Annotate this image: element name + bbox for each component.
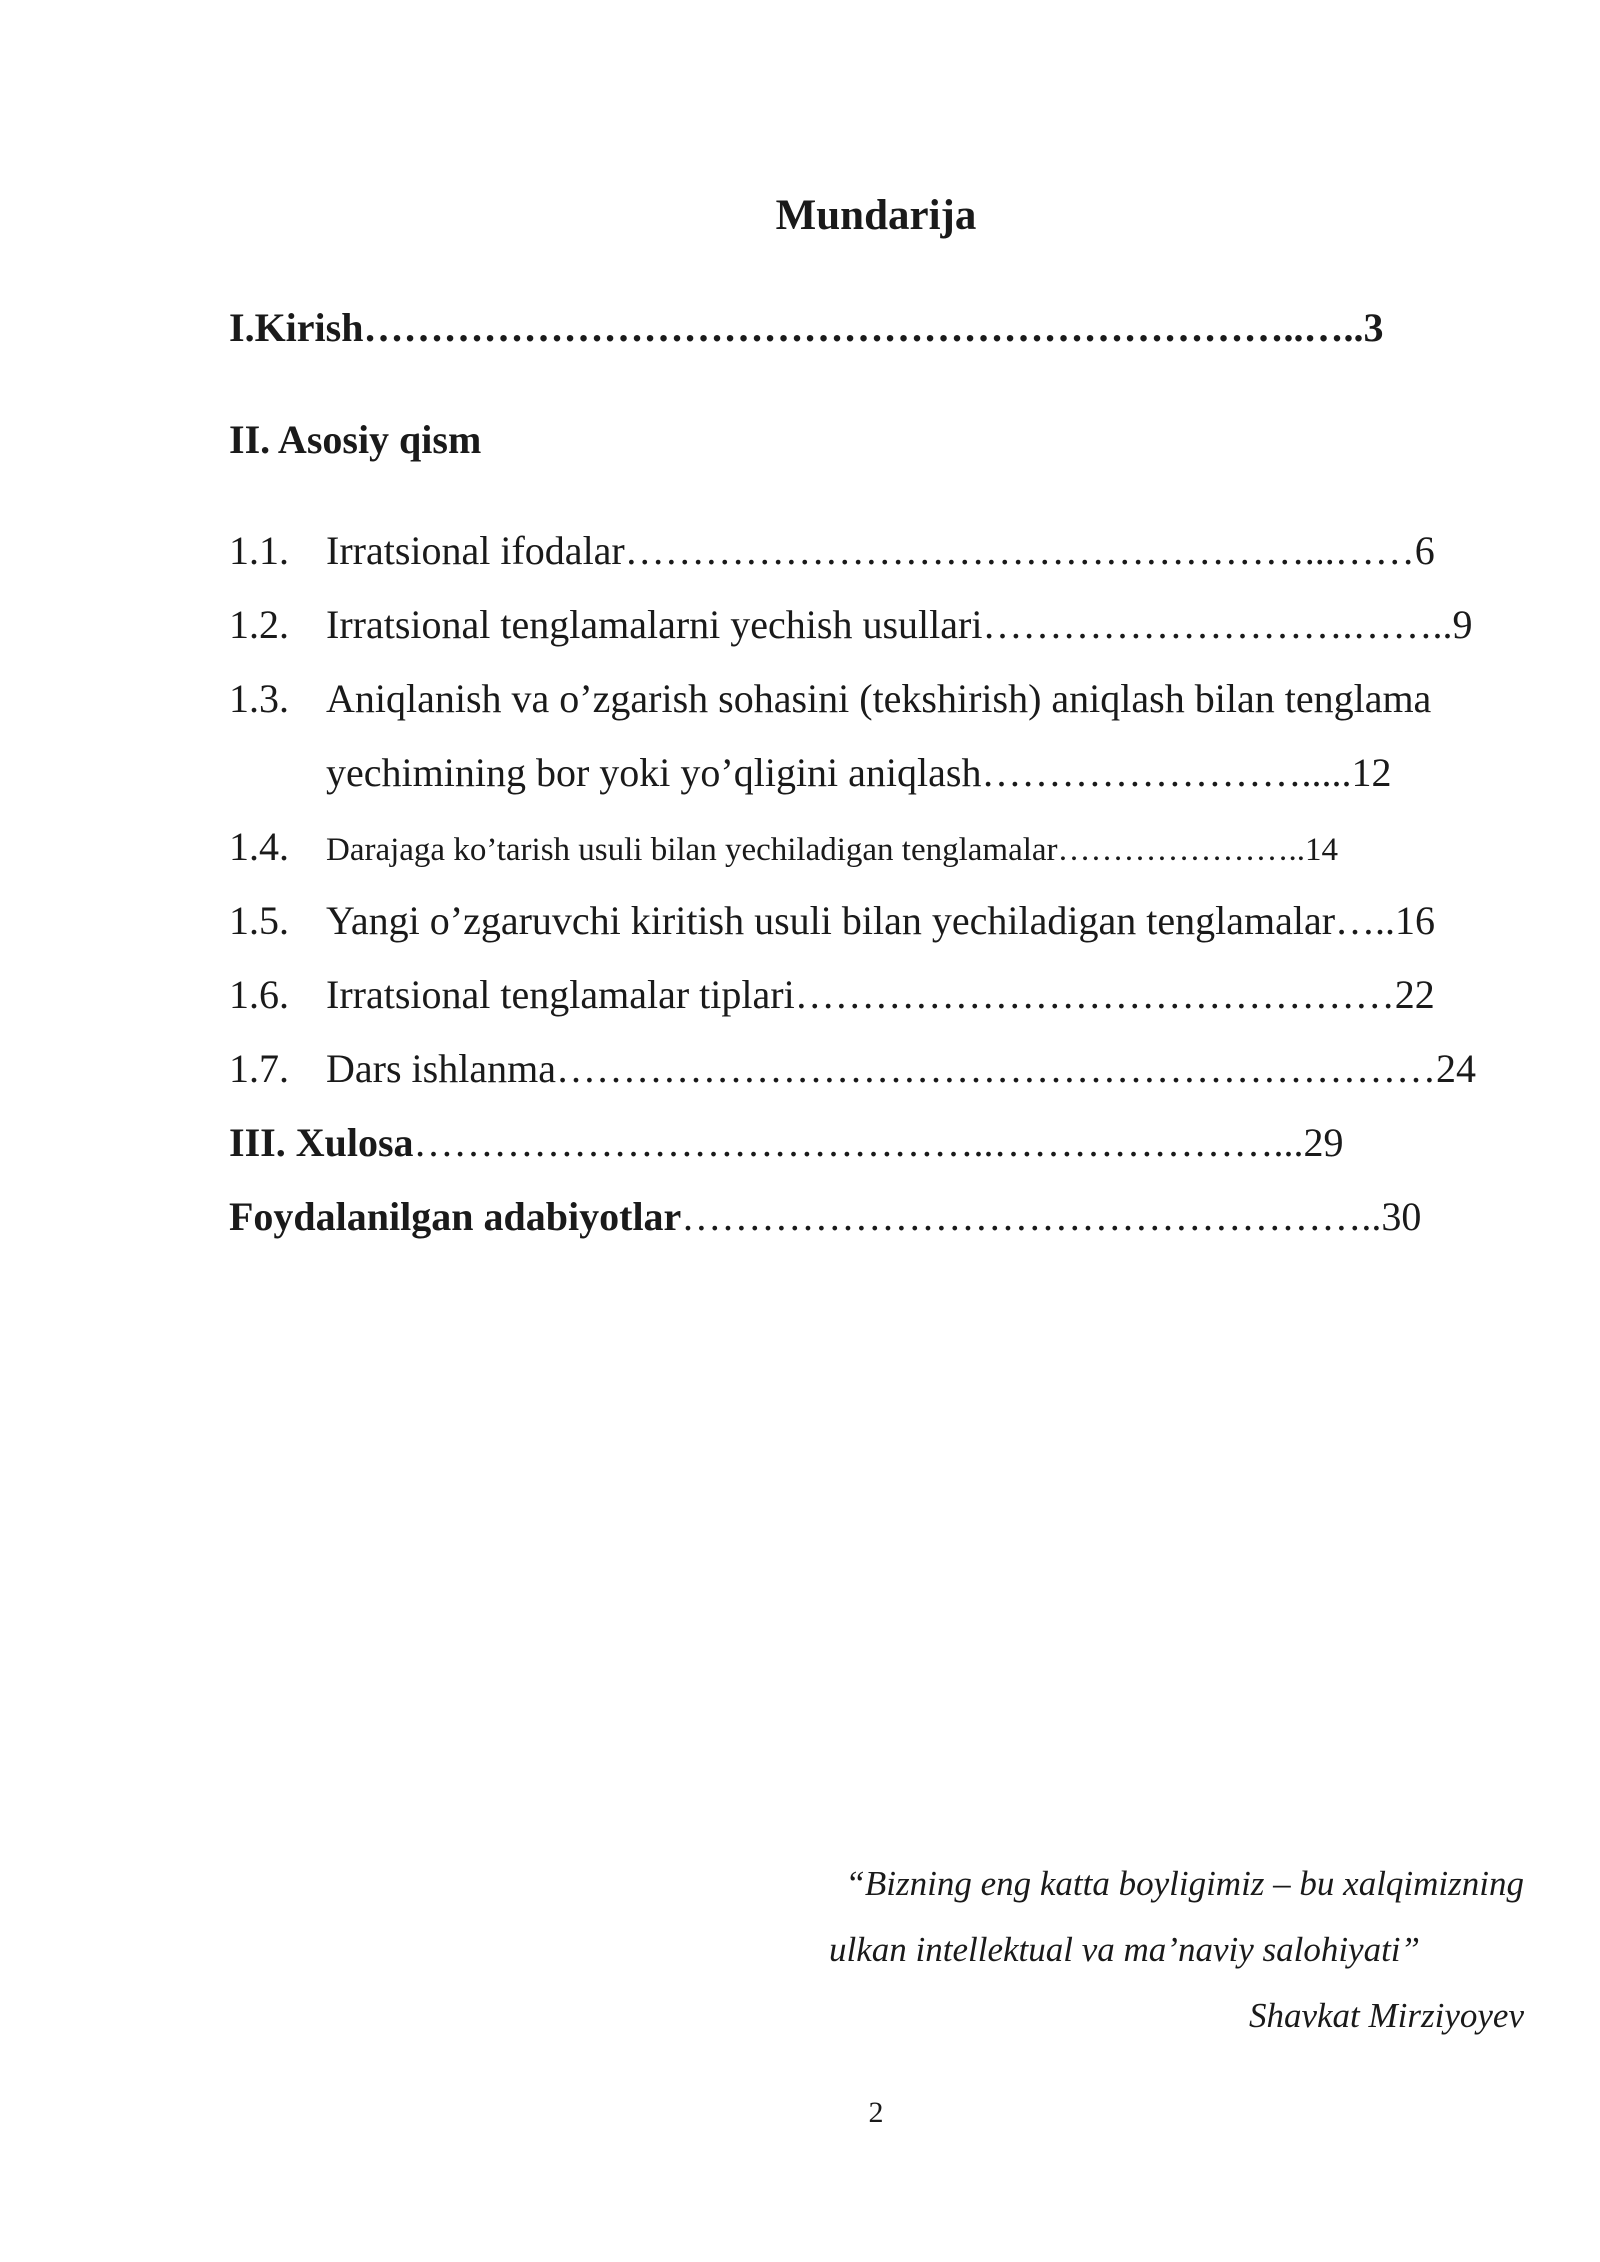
toc-entry-number: 1.7. [229, 1046, 289, 1091]
toc-section-heading: II. Asosiy qism [229, 417, 482, 462]
toc-adabiyot-leader: ……………………………………………..30 [681, 1194, 1422, 1239]
toc-entry-text: Irratsional tenglamalar tiplari………………………………………22 [326, 972, 1435, 1017]
toc-entry-text: Yangi o’zgaruvchi kiritish usuli bilan yechiladigan tenglamalar…..16 [326, 898, 1436, 943]
toc-entry-text: Irratsional tenglamalarni yechish usullari……………………….……..9 [326, 602, 1473, 647]
toc-entry-text: Darajaga ko’tarish usuli bilan yechiladigan tenglamalar…………………..14 [326, 832, 1339, 868]
toc-entry-number: 1.2. [229, 602, 289, 647]
toc-entry [229, 1044, 1476, 1094]
toc-entry-number: 1.1. [229, 528, 289, 573]
toc-kirish-text: I.Kirish……………………………………………………………..…..3 [229, 305, 1384, 350]
toc-entry-adabiyotlar [229, 1192, 1421, 1242]
toc-xulosa-leader: ……………………………………..…………………...29 [413, 1120, 1344, 1165]
toc-adabiyot-label: Foydalanilgan adabiyotlar [229, 1194, 682, 1239]
page-number: 2 [868, 2096, 884, 2129]
toc-entry-continuation [229, 748, 1391, 798]
epigraph-quote-line-1: “Bizning eng katta boyligimiz – bu xalqimizning [845, 1864, 1524, 1903]
toc-entry-text: Dars ishlanma…………………………………………………………24 [326, 1046, 1476, 1091]
toc-entry [229, 674, 1431, 724]
toc-entry [229, 970, 1435, 1020]
toc-entry-number: 1.3. [229, 676, 289, 721]
toc-entry-number: 1.4. [229, 824, 289, 869]
toc-entry-text: Irratsional ifodalar……………………………………………...……6 [326, 528, 1435, 573]
toc-entry-number: 1.5. [229, 898, 289, 943]
toc-entry [229, 526, 1435, 576]
toc-entry [229, 600, 1472, 650]
toc-entry-text: Aniqlanish va o’zgarish sohasini (tekshirish) aniqlash bilan tenglama [326, 676, 1432, 721]
toc-entry-xulosa [229, 1118, 1344, 1168]
epigraph-author: Shavkat Mirziyoyev [1248, 1996, 1524, 2035]
toc-entry [229, 822, 1338, 875]
epigraph-quote-line-2: ulkan intellektual va ma’naviy salohiyati” [829, 1930, 1420, 1969]
toc-entry [229, 896, 1435, 946]
toc-entry-number: 1.6. [229, 972, 289, 1017]
toc-xulosa-label: III. Xulosa [229, 1120, 414, 1165]
page-title: Mundarija [775, 192, 977, 239]
toc-entry-kirish [229, 303, 1383, 353]
toc-entry-text: yechimining bor yoki yo’qligini aniqlash…………………….....12 [326, 750, 1392, 795]
